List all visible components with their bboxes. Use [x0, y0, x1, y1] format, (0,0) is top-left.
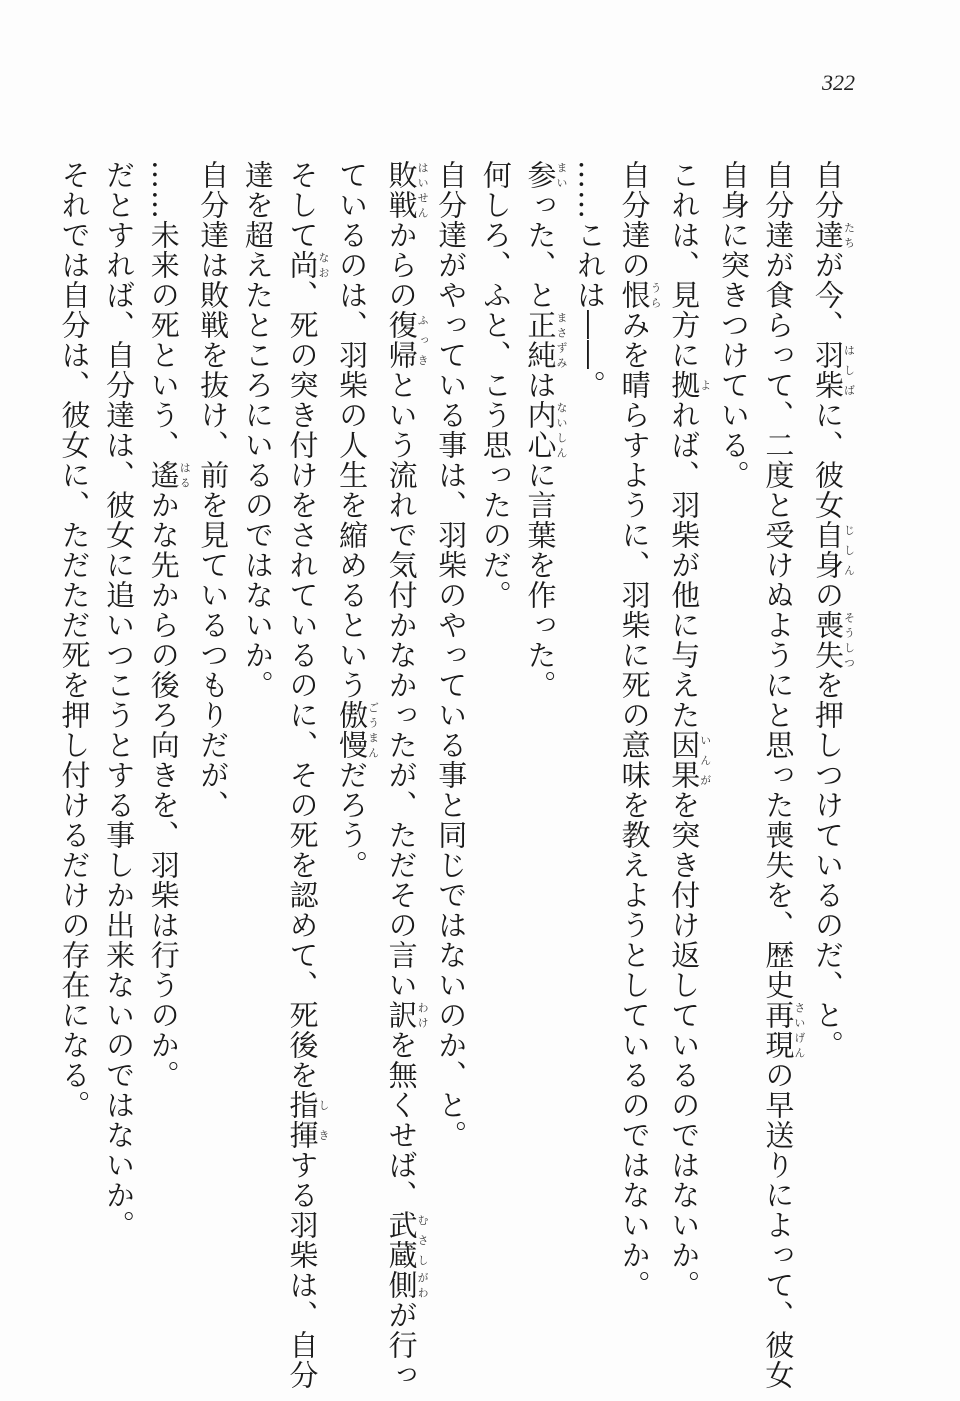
ruby-base: 因果: [667, 730, 702, 790]
text-segment: ているのは、羽柴の人生を縮めるという: [335, 160, 370, 700]
ruby-base: 内心: [523, 400, 558, 460]
ruby-base: 尚: [285, 250, 320, 280]
text-segment: れば、羽柴が他に与えた: [667, 400, 702, 730]
text-segment: 自分達が食らって、二度と受けぬようにと思った喪失を、歴史: [761, 160, 796, 1000]
ruby-word: [146, 460, 192, 490]
ruby-word: [617, 280, 663, 310]
text-line: [756, 160, 806, 1390]
ruby-word: [667, 730, 712, 790]
text-line: [97, 160, 142, 1300]
ruby-reading: はしば: [842, 340, 856, 400]
ruby-word: [285, 250, 330, 280]
text-segment: それでは自分は、彼女に、ただただ死を押し付けるだけの存在になる。: [57, 160, 92, 1120]
ruby-base: 遙: [146, 460, 181, 490]
text-segment: だとすれば、自分達は、彼女に追いつこうとする事しか出来ないのではないか。: [102, 160, 137, 1240]
ruby-reading: まい: [554, 160, 568, 190]
ruby-reading: そうしつ: [842, 610, 856, 670]
text-segment: ……これは――。: [573, 160, 608, 400]
text-segment: を押しつけているのだ、と。: [811, 670, 845, 1060]
ruby-reading: わけ: [416, 1000, 430, 1030]
text-segment: からの: [384, 220, 419, 310]
ruby-base: 正純: [523, 310, 558, 370]
text-segment: に、彼女: [811, 400, 845, 520]
ruby-reading: ないしん: [554, 400, 568, 460]
text-segment: 達を超えたところにいるのではないか。: [240, 160, 275, 700]
ruby-word: [811, 610, 856, 670]
vertical-text-body: [52, 160, 856, 1390]
ruby-word: [384, 1000, 430, 1030]
text-segment: の早送りによって、彼女: [761, 1060, 796, 1390]
ruby-word: [761, 1000, 806, 1060]
ruby-reading: ふっき: [416, 310, 430, 370]
text-line: [379, 160, 430, 1390]
text-segment: 、死の突き付けをされているのに、その死を認めて、死後を: [285, 280, 320, 1090]
ruby-word: [523, 400, 568, 460]
ruby-base: 羽柴: [811, 340, 845, 400]
text-line: [191, 160, 236, 1300]
text-segment: これは、見方に: [667, 160, 702, 370]
ruby-base: 傲慢: [335, 700, 370, 760]
ruby-reading: なお: [316, 250, 330, 280]
ruby-reading: しき: [316, 1090, 330, 1150]
ruby-base: 参: [523, 160, 558, 190]
ruby-word: [384, 310, 430, 370]
ruby-reading: よ: [698, 370, 712, 400]
text-segment: った、と: [523, 190, 558, 310]
ruby-word: [335, 700, 380, 760]
text-segment: が行っ: [384, 1300, 419, 1390]
ruby-reading: がわ: [416, 1270, 430, 1300]
ruby-reading: たち: [842, 220, 856, 250]
text-segment: に言葉を作った。: [523, 460, 558, 700]
ruby-reading: はいせん: [416, 160, 430, 220]
text-segment: の: [811, 580, 845, 610]
ruby-reading: いんが: [698, 730, 712, 790]
text-line: [329, 160, 379, 1300]
ruby-base: 敗戦: [384, 160, 419, 220]
ruby-word: [285, 1090, 330, 1150]
ruby-base: 復帰: [384, 310, 419, 370]
text-line: [662, 160, 712, 1300]
text-segment: という流れで気付かなかったが、ただその言い: [384, 370, 419, 1000]
ruby-reading: むさし: [416, 1210, 430, 1270]
ruby-reading: さいげん: [792, 1000, 806, 1060]
ruby-base: 武蔵: [384, 1210, 419, 1270]
text-segment: ……未来の死という、: [146, 160, 181, 460]
ruby-reading: うら: [649, 280, 663, 310]
ruby-word: [384, 160, 430, 220]
ruby-base: 再現: [761, 1000, 796, 1060]
ruby-base: 恨: [617, 280, 652, 310]
text-line: [429, 160, 474, 1300]
ruby-reading: ごうまん: [366, 700, 380, 760]
ruby-base: 喪失: [811, 610, 845, 670]
text-line: [612, 160, 662, 1300]
text-line: [141, 160, 191, 1300]
text-line: [280, 160, 330, 1390]
ruby-reading: まさずみ: [554, 310, 568, 370]
text-line: [711, 160, 756, 1300]
text-segment: 自分達は敗戦を抜け、前を見ているつもりだが、: [196, 160, 231, 820]
text-segment: だろう。: [335, 760, 370, 880]
text-segment: みを晴らすように、羽柴に死の意味を教えようとしているのではないか。: [617, 310, 652, 1300]
ruby-base: 訳: [384, 1000, 419, 1030]
text-line: [473, 160, 518, 1300]
text-line: [805, 160, 855, 1300]
text-segment: 自分: [811, 160, 845, 220]
text-segment: 自身に突きつけている。: [716, 160, 751, 490]
page-number: 322: [822, 70, 855, 95]
ruby-word: [523, 160, 568, 190]
ruby-reading: じしん: [842, 520, 856, 580]
ruby-base: 拠: [667, 370, 702, 400]
text-segment: 自分達がやっている事は、羽柴のやっている事と同じではないのか、と。: [434, 160, 469, 1150]
text-segment: かな先からの後ろ向きを、羽柴は行うのか。: [146, 490, 181, 1090]
text-segment: は: [523, 370, 558, 400]
text-segment: 自分達の: [617, 160, 652, 280]
ruby-base: 自身: [811, 520, 845, 580]
ruby-word: [667, 370, 712, 400]
ruby-word: [811, 340, 856, 400]
ruby-base: 側: [384, 1270, 419, 1300]
ruby-base: 達: [811, 220, 845, 250]
ruby-word: [811, 520, 856, 580]
ruby-word: [523, 310, 568, 370]
ruby-reading: はる: [178, 460, 192, 490]
text-line: [52, 160, 97, 1300]
text-segment: を突き付け返しているのではないか。: [667, 790, 702, 1300]
ruby-word: [811, 220, 856, 250]
text-line: [235, 160, 280, 1300]
text-segment: が今、: [811, 250, 845, 340]
text-segment: を無くせば、: [384, 1030, 419, 1210]
text-line: [567, 160, 612, 1300]
text-segment: する羽柴は、自分: [285, 1150, 320, 1390]
text-segment: 何しろ、ふと、こう思ったのだ。: [478, 160, 513, 610]
text-segment: そして: [285, 160, 320, 250]
text-line: [518, 160, 568, 1300]
ruby-base: 指揮: [285, 1090, 320, 1150]
ruby-word: [384, 1210, 430, 1270]
ruby-word: [384, 1270, 430, 1300]
